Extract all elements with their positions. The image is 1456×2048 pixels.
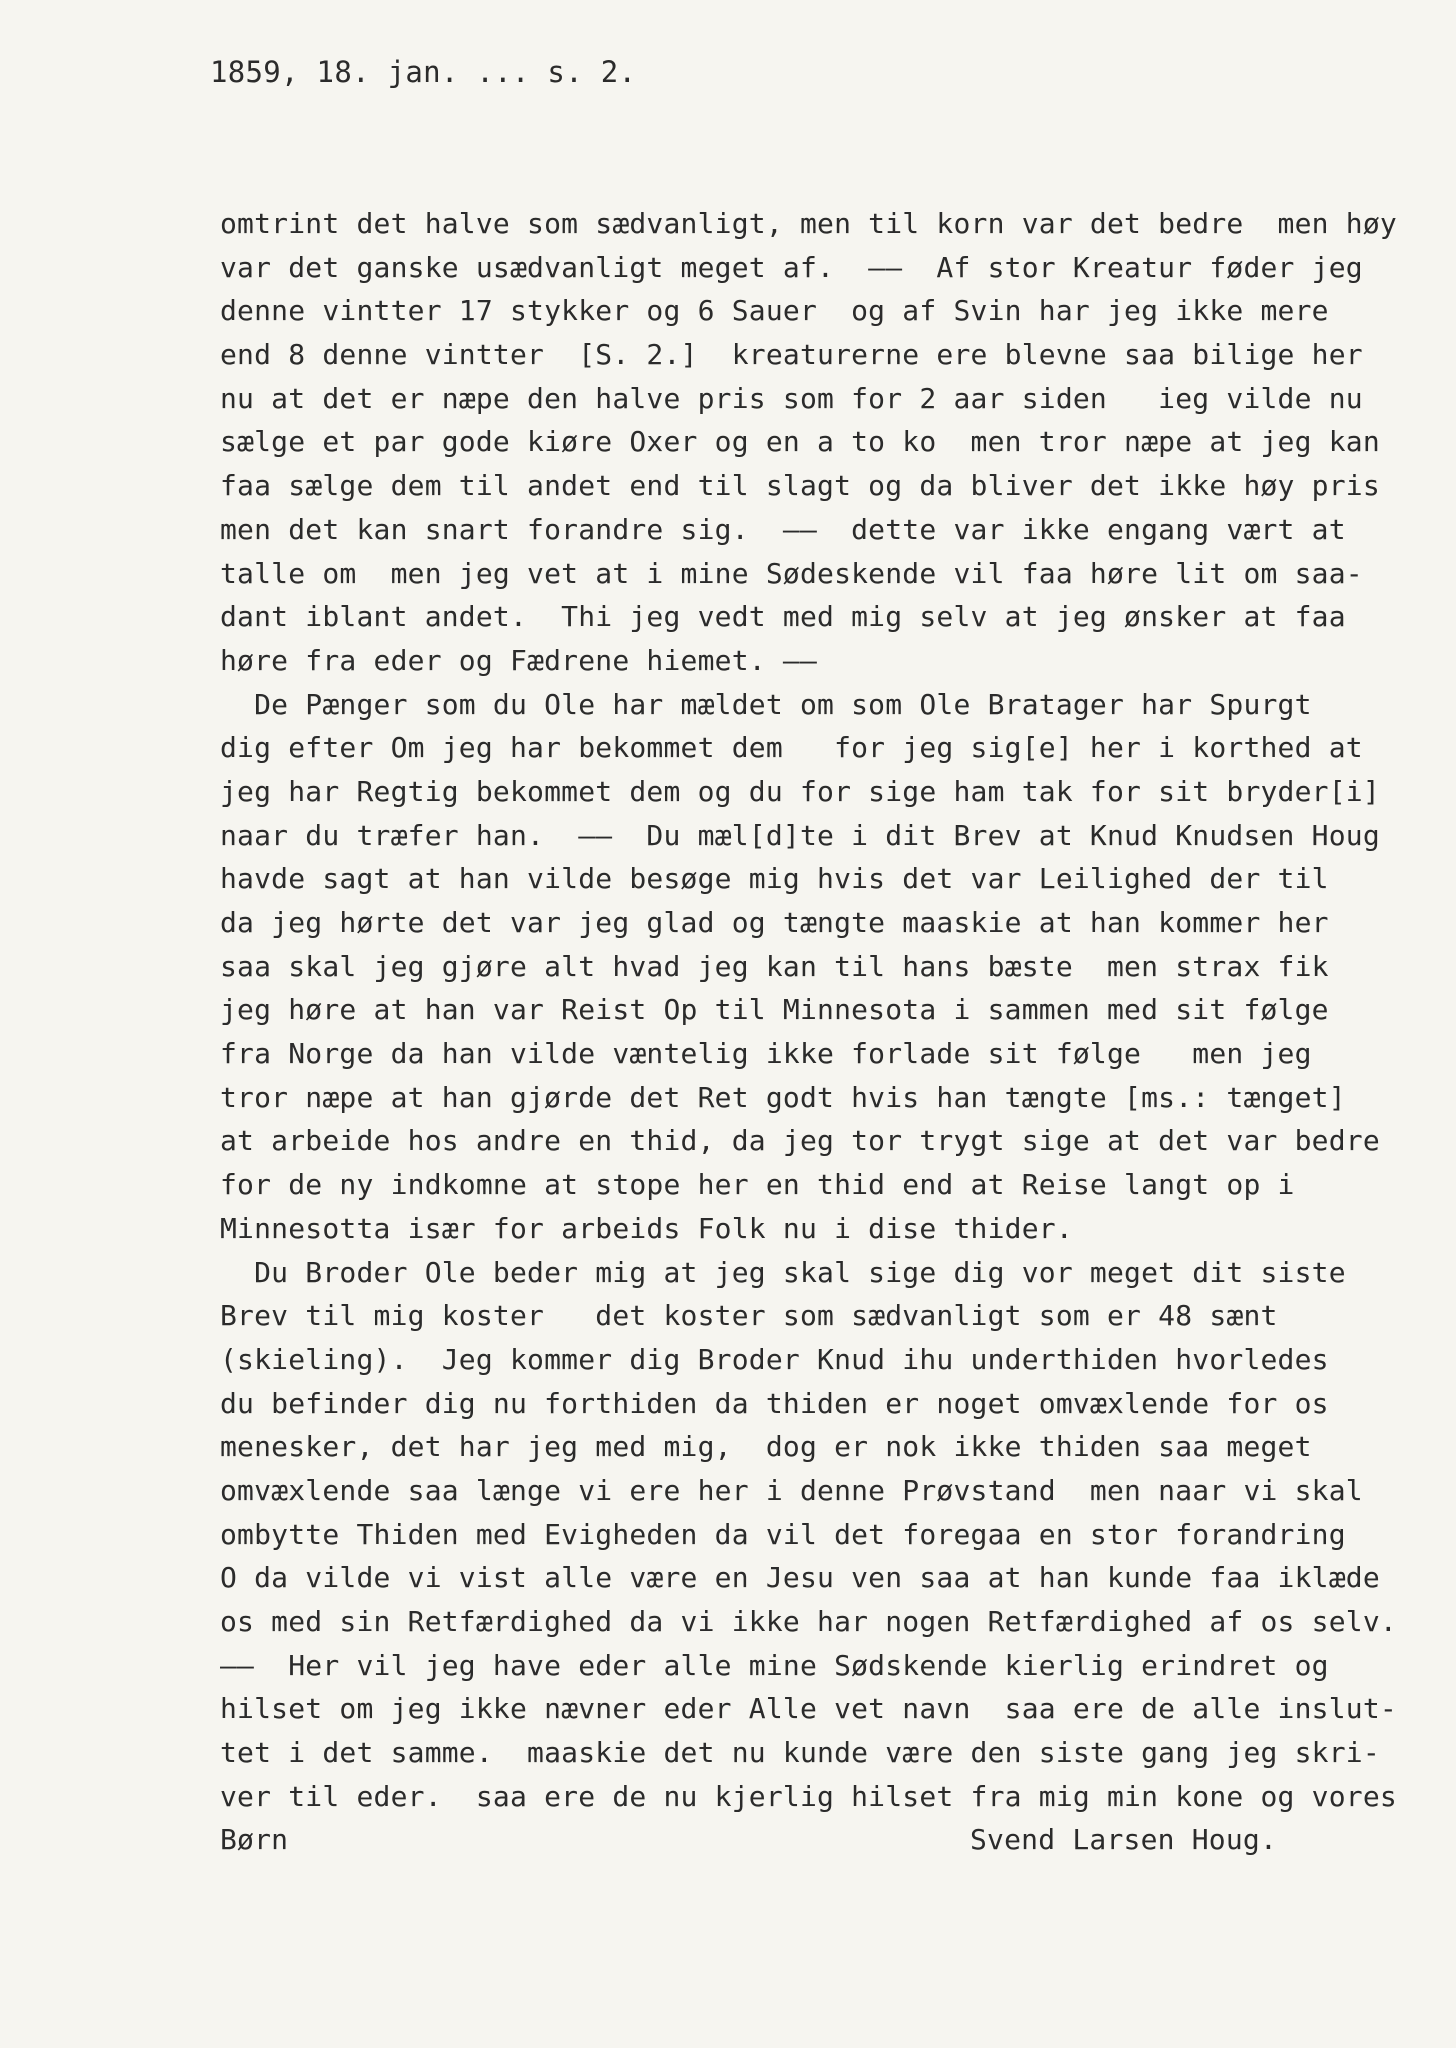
letter-body	[220, 202, 1440, 1862]
text-line: havde sagt at han vilde besøge mig hvis det var Leilighed der til	[220, 862, 1329, 896]
text-line: omvæxlende saa længe vi ere her i denne Prøvstand men naar vi skal	[220, 1473, 1363, 1507]
text-line: jeg høre at han var Reist Op til Minnesota i sammen med sit følge	[220, 993, 1329, 1027]
text-line: saa skal jeg gjøre alt hvad jeg kan til hans bæste men strax fik	[220, 949, 1329, 983]
text-line: da jeg hørte det var jeg glad og tængte maaskie at han kommer her	[220, 906, 1329, 939]
text-line: høre fra eder og Fædrene hiemet. ––	[220, 643, 818, 677]
text-line: ver til eder. saa ere de nu kjerlig hilset fra mig min kone og vores	[220, 1779, 1397, 1813]
text-line: os med sin Retfærdighed da vi ikke har nogen Retfærdighed af os selv.	[220, 1605, 1397, 1638]
text-line: jeg har Regtig bekommet dem og du for sige ham tak for sit bryder[i]	[220, 774, 1380, 808]
text-line: O da vilde vi vist alle være en Jesu ven saa at han kunde faa iklæde	[220, 1561, 1380, 1595]
text-line: denne vintter 17 stykker og 6 Sauer og af Svin har jeg ikke mere	[220, 294, 1329, 328]
text-line: sælge et par gode kiøre Oxer og en a to ko men tror næpe at jeg kan	[220, 425, 1380, 459]
text-line: var det ganske usædvanligt meget af. –– Af stor Kreatur føder jeg	[220, 250, 1363, 284]
text-line: men det kan snart forandre sig. –– dette var ikke engang vært at	[220, 512, 1346, 546]
text-line: end 8 denne vintter [S. 2.] kreaturerne ere blevne saa bilige her	[220, 338, 1363, 372]
text-line: Minnesotta især for arbeids Folk nu i dise thider.	[220, 1211, 1073, 1245]
text-line: (skieling). Jeg kommer dig Broder Knud ihu underthiden hvorledes	[220, 1342, 1329, 1376]
text-line: du befinder dig nu forthiden da thiden er noget omvæxlende for os	[220, 1386, 1329, 1420]
text-line: Du Broder Ole beder mig at jeg skal sige dig vor meget dit siste	[220, 1255, 1346, 1289]
text-line: De Pænger som du Ole har mældet om som Ole Bratager har Spurgt	[220, 687, 1312, 721]
text-line: tet i det samme. maaskie det nu kunde være den siste gang jeg skri-	[220, 1736, 1380, 1770]
text-line: naar du træfer han. –– Du mæl[d]te i dit Brev at Knud Knudsen Houg	[220, 818, 1380, 852]
text-line: faa sælge dem til andet end til slagt og da bliver det ikke høy pris	[220, 469, 1380, 503]
text-line: ombytte Thiden med Evigheden da vil det foregaa en stor forandring	[220, 1517, 1346, 1551]
text-line: menesker, det har jeg med mig, dog er nok ikke thiden saa meget	[220, 1430, 1312, 1464]
text-line: Brev til mig koster det koster som sædvanligt som er 48 sænt	[220, 1299, 1278, 1333]
text-line: dig efter Om jeg har bekommet dem for jeg sig[e] her i korthed at	[220, 731, 1363, 765]
closing-word: Børn	[220, 1823, 289, 1857]
text-line: at arbeide hos andre en thid, da jeg tor trygt sige at det var bedre	[220, 1124, 1380, 1158]
text-line: nu at det er næpe den halve pris som for 2 aar siden ieg vilde nu	[220, 381, 1363, 415]
closing-line	[220, 1818, 1440, 1862]
signature: Svend Larsen Houg.	[970, 1823, 1278, 1857]
text-line: tror næpe at han gjørde det Ret godt hvis han tængte [ms.: tænget]	[220, 1080, 1346, 1114]
text-line: hilset om jeg ikke nævner eder Alle vet navn saa ere de alle inslut-	[220, 1692, 1397, 1726]
text-line: fra Norge da han vilde væntelig ikke forlade sit følge men jeg	[220, 1037, 1312, 1071]
document-header: 1859, 18. jan. ... s. 2.	[210, 55, 637, 89]
text-line: –– Her vil jeg have eder alle mine Sødskende kierlig erindret og	[220, 1648, 1329, 1682]
text-line: talle om men jeg vet at i mine Sødeskende vil faa høre lit om saa-	[220, 556, 1363, 590]
text-line: omtrint det halve som sædvanligt, men til korn var det bedre men høy	[220, 207, 1397, 240]
text-line: for de ny indkomne at stope her en thid end at Reise langt op i	[220, 1168, 1295, 1202]
text-line: dant iblant andet. Thi jeg vedt med mig selv at jeg ønsker at faa	[220, 600, 1346, 634]
